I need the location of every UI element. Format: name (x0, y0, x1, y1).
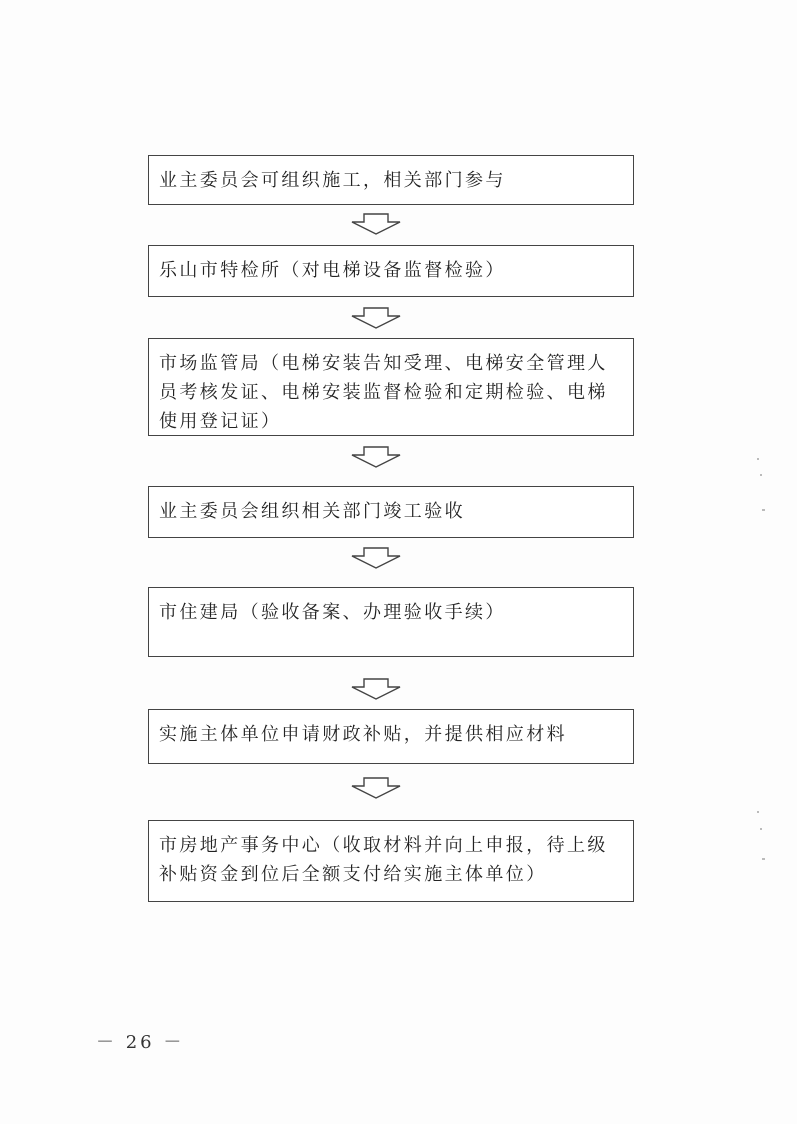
scan-speck (762, 509, 765, 511)
flow-step-5-text: 市住建局（验收备案、办理验收手续） (159, 602, 506, 623)
flow-step-7 (148, 820, 634, 902)
flow-step-2-text: 乐山市特检所（对电梯设备监督检验） (159, 260, 506, 281)
flow-step-3 (148, 338, 634, 436)
flow-arrow-4 (348, 546, 404, 570)
scan-speck (760, 828, 762, 830)
page-number: － 26 － (96, 1032, 185, 1053)
flow-step-4 (148, 486, 634, 538)
flow-step-1 (148, 155, 634, 205)
flow-step-6-text: 实施主体单位申请财政补贴，并提供相应材料 (159, 724, 567, 745)
flow-arrow-2 (348, 306, 404, 330)
flow-step-3-text: 市场监管局（电梯安装告知受理、电梯安全管理人员考核发证、电梯安装监督检验和定期检验、电梯使用登记证） (159, 353, 608, 432)
flow-arrow-5 (348, 677, 404, 701)
flow-arrow-6 (348, 776, 404, 800)
flow-arrow-1 (348, 212, 404, 236)
scan-speck (757, 458, 759, 460)
flow-step-2 (148, 245, 634, 297)
scan-speck (762, 858, 765, 860)
scan-speck (760, 474, 762, 476)
flow-arrow-3 (348, 445, 404, 469)
flow-step-5 (148, 587, 634, 657)
flow-step-1-text: 业主委员会可组织施工，相关部门参与 (159, 170, 506, 191)
flow-step-7-text: 市房地产事务中心（收取材料并向上申报，待上级补贴资金到位后全额支付给实施主体单位） (159, 835, 608, 885)
flow-step-6 (148, 709, 634, 764)
flow-step-4-text: 业主委员会组织相关部门竣工验收 (159, 501, 465, 522)
scan-speck (757, 811, 759, 813)
